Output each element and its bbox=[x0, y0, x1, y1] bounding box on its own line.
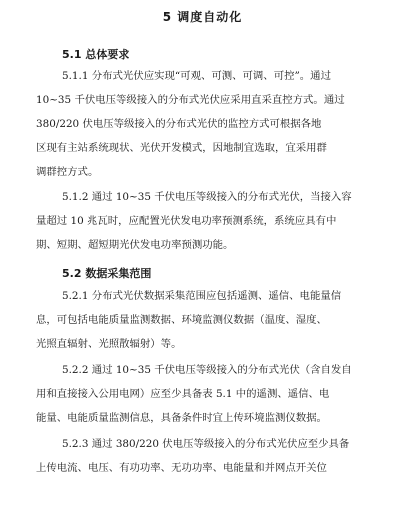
paragraph-line: 息，可包括电能质量监测数据、环境监测仪数据（温度、湿度、 bbox=[36, 314, 327, 326]
paragraph-line: 用和直接接入公用电网）应至少具备表 5.1 中的遥测、遥信、电 bbox=[36, 388, 330, 400]
paragraph-line: 5.1.2 通过 10~35 千伏电压等级接入的分布式光伏，当接入容 bbox=[62, 191, 352, 203]
paragraph-line: 区现有主站系统现状、光伏开发模式，因地制宜选取，宜采用群 bbox=[36, 142, 327, 154]
paragraph-line: 5.1.1 分布式光伏应实现“可观、可测、可调、可控”。通过 bbox=[62, 70, 331, 82]
paragraph-line: 期、短期、超短期光伏发电功率预测功能。 bbox=[36, 239, 234, 251]
paragraph-line: 光照直辐射、光照散辐射）等。 bbox=[36, 338, 182, 350]
paragraph-line: 调群控方式。 bbox=[36, 166, 99, 178]
paragraph-line: 能量、电能质量监测信息，具备条件时宜上传环境监测仪数据。 bbox=[36, 412, 327, 424]
chapter-title: 5 调度自动化 bbox=[162, 10, 243, 24]
section-title-5-2: 5.2 数据采集范围 bbox=[62, 267, 152, 280]
paragraph-line: 5.2.3 通过 380/220 伏电压等级接入的分布式光伏应至少具备 bbox=[62, 438, 350, 450]
paragraph-line: 5.2.1 分布式光伏数据采集范围应包括遥测、遥信、电能量信 bbox=[62, 290, 342, 302]
section-title-5-1: 5.1 总体要求 bbox=[62, 48, 130, 61]
paragraph-line: 5.2.2 通过 10~35 千伏电压等级接入的分布式光伏（含自发自 bbox=[62, 364, 352, 376]
paragraph-line: 10~35 千伏电压等级接入的分布式光伏应采用直采直控方式。通过 bbox=[36, 94, 345, 106]
paragraph-line: 量超过 10 兆瓦时，应配置光伏发电功率预测系统，系统应具有中 bbox=[36, 215, 337, 227]
paragraph-line: 380/220 伏电压等级接入的分布式光伏的监控方式可根据各地 bbox=[36, 118, 322, 130]
paragraph-line: 上传电流、电压、有功功率、无功功率、电能量和并网点开关位 bbox=[36, 462, 327, 474]
